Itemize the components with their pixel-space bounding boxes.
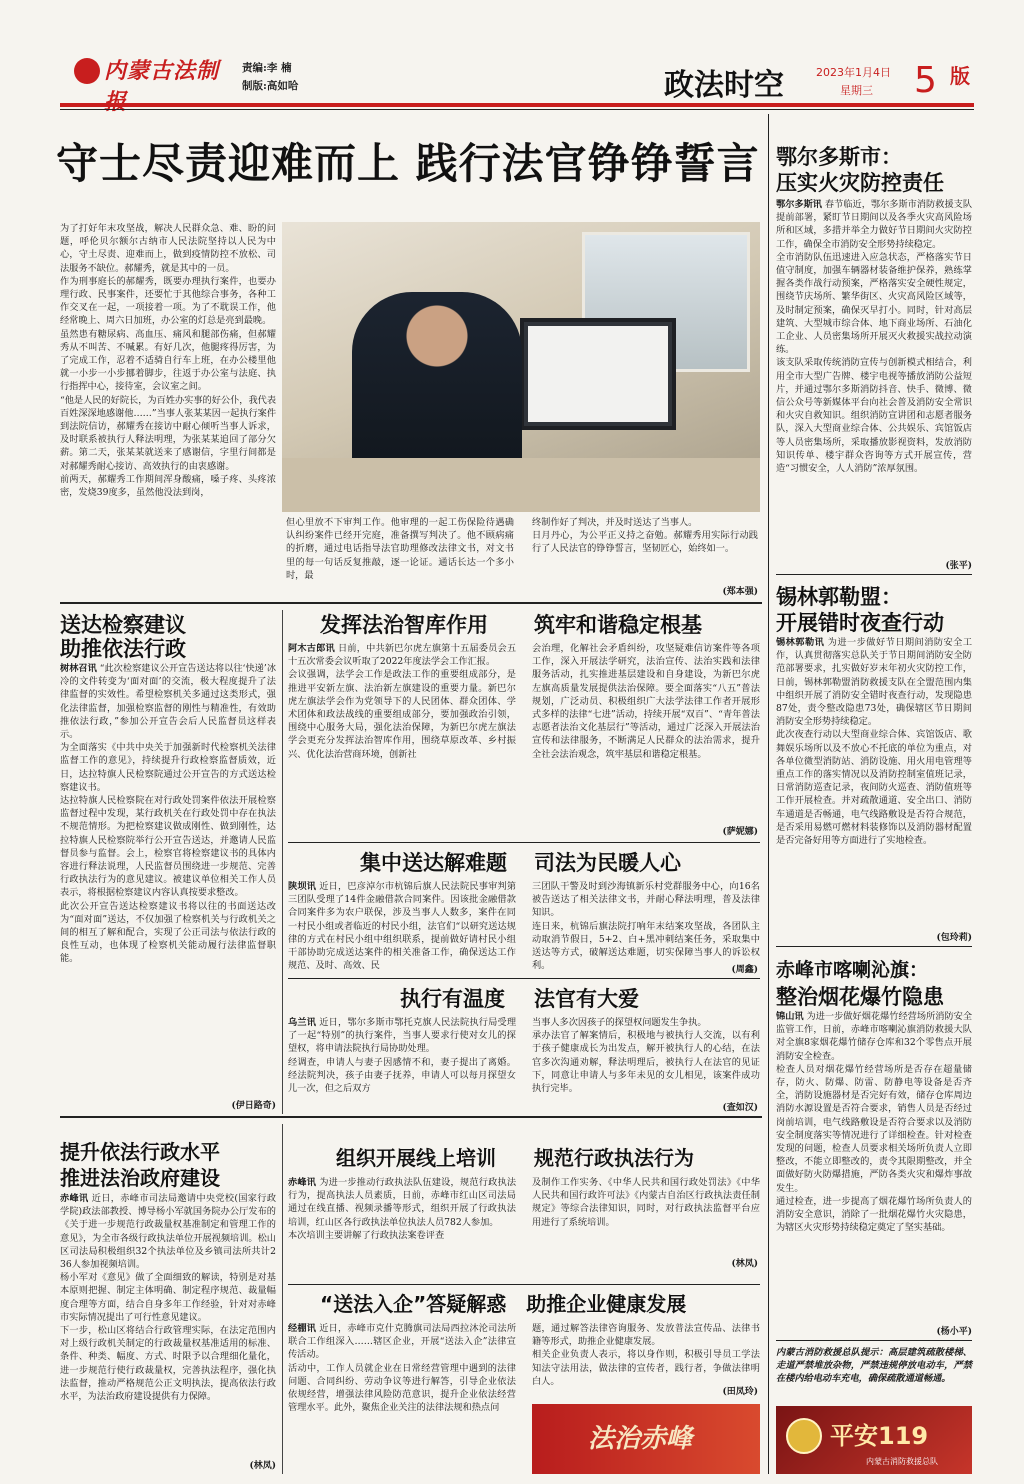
a12-text: 题，通过解答法律咨询服务、发放普法宣传品、法律书籍等形式，助推企业健康发展。 相关企业负责人表示，将以身作则，积极引导员工学法知法守法用法，做法律的宣传者，践行者，争做法律明白人。 — [532, 1323, 760, 1387]
a11-title: “送法入企”答疑解惑 助推企业健康发展 — [320, 1292, 687, 1316]
masthead — [0, 0, 1024, 112]
a6-text: 近日，鄂尔多斯市鄂托克旗人民法院执行局受理了一起“特别”的执行案件，当事人要求行使对女儿的探望权，将申请法院执行局协助处理。 经调查，申请人与妻子因感情不和，妻子提出了离婚。经法院判决，孩子由妻子抚养，申请人可以每月探望女儿一次，但之后双方 — [288, 1017, 517, 1095]
r2-title-2: 开展错时夜查行动 — [776, 611, 944, 635]
page-number: 5 — [914, 60, 937, 101]
a10-title: 规范行政执法行为 — [534, 1146, 694, 1170]
a6-dateline: 乌兰讯 — [288, 1017, 317, 1028]
r2-text: 为进一步做好节日期间消防安全工作，认真贯彻落实总队关于节日期间消防安全防范部署要求，扎实做好岁末年初火灾防控工作，日前，锡林郭勒盟消防救援支队在全盟范围内集中组织开展了消防安全错时夜查行动，发现隐患87处，责令整改隐患73处，确保辖区节日期间消防安全形势持续稳定。 此次夜查行动以大型商业综合体、宾馆饭店、歌舞娱乐场所以及不放心不托底的单位为重点，对各单位微型消防站、消防设施、用火用电管理等重点工作的落实情况以及消防控制室值班记录，日常消防巡查记录，夜间防火巡查、消防值班等工作开展检查。并对疏散通道、安全出口、消防车通道是否畅通，电气线路敷设是否符合规范，是否采用易燃可燃材料装修饰以及消防器材配置是否完备好用等方面进行了实地检查。 — [776, 637, 973, 847]
a1-text: “此次检察建议公开宣告送达将以往‘快递’冰冷的文件转变为‘面对面’的交流，极大程度提升了法律监督的实效性。希望检察机关多通过这类形式，强化法律监督，加强检察监督的刚性与精准性，有效助推依法行政，”参加公开宣告会后人民监督员这样表示。 为全面落实《中共中央关于加强新时代检察机关法律监督工作的意见》，持续提升行政检察监督质效，近日，达拉特旗人民检察院通过公开宣告的方式送达检察建议书。 达拉特旗人民检察院在对行政处罚案件依法开展检察监督过程中发现，某行政机关在行政处罚中存在执法不规范情形。为把检察建议做成刚性、做到刚性，达拉特旗人民检察院举行公开宣告送达，并邀请人民监督员参与监督。会上，检察官将检察建议书的具体内容进行释法说理，人民监督员围绕进一步规范、完善行政执法行为的意见建议。被建议单位相关工作人员表示，将根据检察建议内容认真按要求整改。 此次公开宣告送达检察建议书将以往的书面送达改为“面对面”送达，不仅加强了检察机关与行政机关之间的相互了解和配合，实现了公正司法与依法行政的良性互动，也体现了检察机关能动履行法律监督职能。 — [60, 663, 277, 965]
r1-title-2: 压实火灾防控责任 — [776, 171, 944, 195]
masthead-rule — [60, 103, 974, 107]
r2-dateline: 锡林郭勒讯 — [776, 637, 825, 648]
paper-logo: 内蒙古法制 — [104, 59, 220, 84]
a7-byline: (查如汉) — [722, 1103, 758, 1113]
a4-body — [288, 880, 516, 974]
a5-text: 三团队干警及时到沙海镇新乐村党群服务中心，向16名被告送达了相关法律文书，并耐心释法明理，普及法律知识。 连日来，杭锦后旗法院打响年末结案攻坚战，各团队主动取消节假日，5+2、白+黑冲刺结案任务，采取集中送达等方式，破解送达难题，切实保障当事人的诉讼权利。 — [532, 881, 760, 972]
rule-r1 — [776, 574, 972, 575]
a7-text: 当事人多次因孩子的探望权问题发生争执。 承办法官了解案情后，积极地与被执行人交流，以有利于孩子健康成长为出发点，解开被执行人的心结，在法官多次沟通劝解，释法明理后，被执行人在法官的见证下，同意让申请人与多年未见的女儿相见，该案件成功执行完毕。 — [532, 1017, 760, 1095]
a8-byline: (林凤) — [249, 1461, 276, 1471]
r3-text: 为进一步做好烟花爆竹经营场所消防安全监管工作，日前，赤峰市喀喇沁旗消防救援大队对全旗8家烟花爆竹储存仓库和32个零售点开展消防安全检查。 检查人员对烟花爆竹经营场所是否存在超量储存，防火、防爆、防雷、防静电等设备是否齐全，消防设施器材是否完好有效，储存仓库周边消防水源设置是否符合要求，销售人员是否经过岗前培训，电气线路敷设是否符合要求以及消防安全制度落实等情况进行了详细检查。针对检查发现的问题，检查人员要求相关场所负责人立即整改，不能立即整改的，责令其限期整改，并全面做好防火防爆措施，严防各类火灾和爆炸事故发生。 通过检查，进一步提高了烟花爆竹场所负责人的消防安全意识，消除了一批烟花爆竹火灾隐患，为辖区火灾形势持续稳定奠定了坚实基础。 — [776, 1011, 973, 1234]
rule-a3 — [288, 842, 760, 843]
a7-title: 法官有大爱 — [534, 987, 639, 1011]
r1-byline: (张平) — [945, 561, 972, 571]
a4-text: 近日，巴彦淖尔市杭锦后旗人民法院民事审判第三团队受理了14件金融借款合同案件。因该批金融借款合同案件多为农户联保，涉及当事人人数多，案件在同一村民小组或者临近的村民小组，法官们“以研究送达规律的方式在村民小组中组织联系，提前做好请村民小组干部协助完成送达案件的相关准备工作，确保送达工作规范、及时、高效、民 — [288, 881, 517, 972]
a3-title: 筑牢和谐稳定根基 — [534, 613, 702, 637]
a8-title-1: 提升依法行政水平 — [60, 1140, 220, 1164]
rule-r3 — [776, 1340, 972, 1341]
a9-text: 为进一步推动行政执法队伍建设，规范行政执法行为，提高执法人员素质，日前，赤峰市红山区司法局通过在线直播、视频录播等形式，组织开展了行政执法培训，红山区各行政执法单位执法人员782人参加。 本次培训主要讲解了行政执法案卷评查 — [288, 1177, 517, 1241]
r4-text: 内蒙古消防救援总队提示：高层建筑疏散楼梯、走道严禁堆放杂物，严禁违规停放电动车，严禁在楼内给电动车充电，确保疏散通道畅通。 — [776, 1347, 972, 1385]
a12-byline: (田凤玲) — [722, 1387, 758, 1397]
a1-byline: (伊日路奇) — [231, 1101, 276, 1111]
banner-right-sub: 内蒙古消防救援总队 — [866, 1457, 938, 1466]
a2-title: 发挥法治智库作用 — [320, 613, 488, 637]
r1-text: 春节临近，鄂尔多斯市消防救援支队提前部署，紧盯节日期间以及各季火灾高风险场所和区域，多措并举全力做好节日期间火灾防控工作，确保全市消防安全形势持续稳定。 全市消防队伍迅速进入应急状态，严格落实节日值守制度，加强车辆器材装备维护保养，熟练掌握各类作战行动预案，严格落实安全硬性规定，围绕节庆场所、繁华街区、火灾高风险区域等，及时制定预案，确保灭早打小。同时，针对高层建筑、大型城市综合体、地下商业场所、石油化工企业、人员密集场所开展灭火救援实战拉动演练。 该支队采取传统消防宣传与创新模式相结合，利用全市大型广告牌、楼宇电视等播放消防公益短片，并通过鄂尔多斯消防抖音、快手、微博、微信公众号等新媒体平台向社会普及消防安全常识和火灾自救知识。组织消防宣讲团和志愿者服务队，深入大型商业综合体、公共娱乐、宾馆饭店等人员密集场所，采取播放影视资料，发放消防知识传单、楼宇群众咨询等方式开展宣传，营造“习惯安全，人人消防”浓厚氛围。 — [776, 199, 973, 475]
r2-title-1: 锡林郭勒盟： — [776, 585, 902, 609]
r3-title-2: 整治烟花爆竹隐患 — [776, 985, 944, 1009]
r3-body — [776, 1010, 972, 1328]
photo-desk — [282, 458, 760, 512]
a8-body — [60, 1192, 276, 1458]
weekday: 星期三 — [840, 84, 873, 97]
a1-title-2: 助推依法行政 — [60, 637, 186, 661]
date-line: 2023年1月4日 — [816, 66, 891, 79]
r1-title-1: 鄂尔多斯市： — [776, 145, 902, 169]
a11-dateline: 经棚讯 — [288, 1323, 317, 1334]
a9-dateline: 赤峰讯 — [288, 1177, 317, 1188]
a8-text: 近日，赤峰市司法局邀请中央党校(国家行政学院)政法部教授、博导杨小军就国务院办公厅发布的《关于进一步规范行政裁量权基准制定和管理工作的意见》，为全市各级行政执法单位开展视频培训。松山区司法局积极组织32个执法单位及乡镇司法所共计236人参加视频培训。 杨小军对《意见》做了全面细致的解读，特别是对基本原则把握、制定主体明确、制定程序规范、裁量幅度合理等方面，结合自身多年工作经验，针对对赤峰市实际情况提出了可行性意见建议。 下一步，松山区将结合行政管理实际，在法定范围内对上级行政机关制定的行政裁量权基准适用的标准、条件、种类、幅度、方式、时限予以合理细化量化，进一步规范行使行政裁量权，完善执法程序，强化执法监督，推动严格规范公正文明执法，提高依法行政水平，为法治政府建设提供有力保障。 — [60, 1193, 277, 1403]
a2-text: 日前，中共新巴尔虎左旗第十五届委员会五十五次常委会议听取了2022年度法学会工作汇报。 会议强调，法学会工作是政法工作的重要组成部分，是推进平安新左旗、法治新左旗建设的重要力量。新巴尔虎左旗法学会作为党领导下的人民团体、群众团体、学术团体和政法战线的重要组成部分，要加强政治引领，围绕中心服务大局，强化法治保障，为新巴尔虎左旗法学会更充分发挥法治智库作用，围绕草原改革、乡村振兴、优化法治营商环境，创新社 — [288, 643, 517, 760]
a1-body — [60, 662, 276, 1094]
rule-a5 — [288, 978, 760, 979]
a10-byline: (林凤) — [731, 1259, 758, 1269]
lead-col-3-text: 终制作好了判决，并及时送达了当事人。 日月丹心，为公平正义持之奋勉。郝耀秀用实际行动践行了人民法官的铮铮誓言，坚韧匠心，始终如一。 — [532, 517, 758, 555]
r3-byline: (杨小平) — [936, 1327, 972, 1337]
a6-title: 执行有温度 — [400, 987, 505, 1011]
col-divider-1 — [282, 610, 283, 1114]
banner-left-text: 法治赤峰 — [588, 1424, 693, 1454]
masthead-rule-thin — [60, 109, 974, 110]
r3-title-1: 赤峰市喀喇沁旗： — [776, 959, 929, 981]
a3-byline: (萨妮娜) — [722, 827, 758, 837]
a11-text: 近日，赤峰市克什克腾旗司法局西拉沐沦司法所联合工作组深入……辖区企业，开展“送法入企”法律宣传活动。 活动中，工作人员就企业在日常经营管理中遇到的法律问题、合同纠纷、劳动争议等进行解答，引导企业依法依规经营，增强法律风险防范意识，提升企业依法经营管理水平。此外，聚焦企业关注的法律法规和热点问 — [288, 1323, 517, 1414]
r1-body — [776, 198, 972, 538]
banner-pingan-119 — [776, 1406, 972, 1474]
lead-col-1 — [60, 222, 276, 598]
lead-col-3 — [532, 516, 758, 576]
r2-body — [776, 636, 972, 932]
r3-dateline: 锦山讯 — [776, 1011, 804, 1022]
right-col-divider — [768, 114, 769, 1474]
rule-r2 — [776, 946, 972, 947]
a11-body — [288, 1322, 516, 1474]
rule-a10 — [288, 1284, 760, 1285]
lead-photo — [282, 222, 760, 512]
a1-dateline: 树林召讯 — [60, 663, 97, 674]
a4-dateline: 陕坝讯 — [288, 881, 317, 892]
fire-emblem-icon — [786, 1418, 822, 1454]
banner-right-text: 平安119 — [830, 1422, 929, 1450]
r1-dateline: 鄂尔多斯讯 — [776, 199, 822, 210]
photo-screen — [528, 326, 668, 422]
a5-title: 司法为民暖人心 — [534, 851, 681, 875]
lead-byline: (郑本强) — [722, 587, 758, 597]
producer-line: 制版:高如哈 — [242, 80, 299, 92]
a9-title: 组织开展线上培训 — [336, 1146, 496, 1170]
a1-title-1: 送达检察建议 — [60, 613, 186, 637]
a3-text: 会治理，化解社会矛盾纠纷，攻坚疑难信访案件等各项工作，深入开展法学研究，法治宣传、法治实践和法律服务活动，扎实推进基层建设和自身建设，为新巴尔虎左旗高质量发展提供法治保障。要全面落实“八五”普法规划，广泛动员、积极组织广大法学法律工作者开展形式多样的法律“七进”活动，持续开展“双百”、“青年普法志愿者法治文化基层行”等活动，通过广泛深入开展法治宣传和法律服务，不断满足人民群众的法治需求，提升全社会法治观念，筑牢基层和谐稳定根基。 — [532, 643, 760, 760]
r2-byline: (包玲莉) — [936, 933, 972, 943]
a3-body — [532, 642, 760, 834]
a7-body — [532, 1016, 760, 1102]
middle-bottom-rule — [60, 1116, 762, 1118]
a9-body — [288, 1176, 516, 1286]
a2-dateline: 阿木古郎讯 — [288, 643, 335, 654]
a2-body — [288, 642, 516, 838]
a5-byline: (周鑫) — [731, 965, 758, 975]
editor-line: 责编:李 楠 — [242, 62, 292, 74]
a6-body — [288, 1016, 516, 1112]
lead-col-2 — [286, 516, 514, 600]
lead-bottom-rule — [60, 602, 762, 604]
lead-col-2-text: 但心里放不下审判工作。他审理的一起工伤保险待遇确认纠纷案件已经开完庭，准备撰写判决了。他不顾病痛的折磨，通过电话指导法官助理修改法律文书，对文书里的每一句话反复推敲，逐一论证。通话长达一个多小时，最 — [286, 517, 514, 581]
lead-headline: 守士尽责迎难而上 践行法官铮铮誓言 — [56, 139, 760, 188]
a8-title-2: 推进法治政府建设 — [60, 1166, 220, 1190]
banner-fazhi-chifeng — [532, 1404, 760, 1474]
lead-col-1-text: 为了打好年末攻坚战，解决人民群众急、难、盼的问题，呼伦贝尔额尔古纳市人民法院坚持以人民为中心，守土尽责、迎难而上，做到疫情防控不放松、司法服务不缺位。郝耀秀，就是其中的一员。 作为刑事庭长的郝耀秀，既要办理执行案件，也要办理行政、民事案件，还要忙于其他综合事务，各种工作交叉在一起，一项接着一项。为了不耽误工作，他经常晚上、周六日加班，办公室的灯总是亮到最晚。 虽然患有糖尿病、高血压、痛风和腿部伤痛，但郝耀秀从不叫苦、不喊累。有好几次，他腿疼得厉害，为了完成工作，忍着不适骑自行车上班，在办公楼里他就一小步一小步挪着脚步，往返于办公室与法庭、执行指挥中心，接待室，会议室之间。 “他是人民的好院长，为百姓办实事的好公仆，我代表百姓深深地感谢他……”当事人张某某因一起执行案件到法院信访，郝耀秀在接访中耐心倾听当事人诉求，及时联系被执行人释法明理，为张某某追回了部分欠薪。第二天，张某某就送来了感谢信，字里行间都是对郝耀秀耐心接访、高效执行的由衷感谢。 前两天，郝耀秀工作期间浑身酸痛，嗓子疼、头疼浓密，发烧39度多，虽然他没法到岗， — [60, 223, 277, 499]
a10-text: 及制作工作实务、《中华人民共和国行政处罚法》《中华人民共和国行政许可法》《内蒙古自治区行政执法责任制规定》等综合法律知识，同时，对行政执法监督平台应用进行了系统培训。 — [532, 1177, 760, 1228]
a8-dateline: 赤峰讯 — [60, 1193, 89, 1204]
r4-notice — [776, 1346, 972, 1402]
logo-emblem — [74, 58, 100, 84]
page-unit: 版 — [950, 64, 970, 88]
col-divider-2 — [282, 1124, 283, 1474]
a4-title: 集中送达解难题 — [360, 851, 507, 875]
a10-body — [532, 1176, 760, 1260]
section-title: 政法时空 — [664, 68, 784, 103]
